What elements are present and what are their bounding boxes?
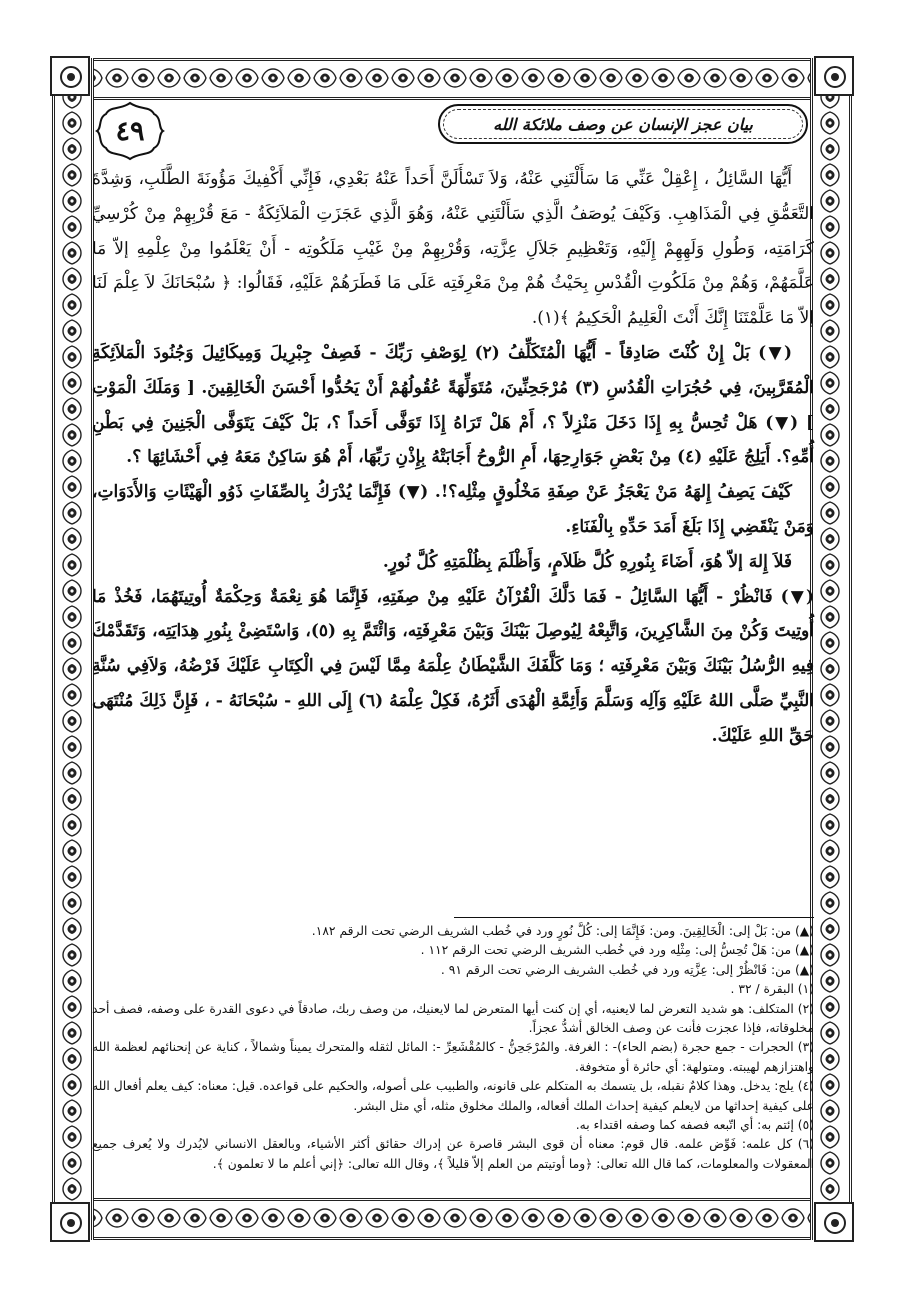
page-content <box>92 100 814 1228</box>
main-text <box>92 162 814 754</box>
footnotes <box>92 922 814 1174</box>
border-top-ornament-icon <box>52 58 852 100</box>
paragraph-describing-creator: كَيْفَ يَصِفُ إِلهَهُ مَنْ يَعْجَزُ عَنْ صِفَةِ مَخْلُوقٍ مِثْلِه؟!. (▼) فَإِنَّمَا يُدْرَكُ بِالصِّفَاتِ ذَوُو الْهَيْئَاتِ وَالأَدَوَاتِ، وَمَنْ يَنْقَضِي إِذَا بَلَغَ أَمَدَ حَدِّهِ بِالْفَنَاءِ. <box>92 482 814 537</box>
footnote-item: (٤) يلج: يدخل. وهذا كلامٌ نقبله، بل يتسمك به المتكلم على قانونه، والطبيب على أصوله، والحكيم على قواعده. قيل: معناه: كيف يعلم أفعال الله على كيفية إحداثها من لايعلم كيفية إحداث الملك أفعاله، والملك مخلوق مثله، أي مثل البشر. <box>92 1079 814 1113</box>
page-title: بيان عجز الإنسان عن وصف ملائكة الله <box>493 114 753 134</box>
running-header <box>438 104 808 144</box>
page-number-frame <box>94 100 166 162</box>
corner-ornament-icon <box>814 56 854 96</box>
border-left-ornament-icon <box>52 58 94 1240</box>
footnote-item: (٦) كل علمه: فَوِّض علمه. قال قوم: معناه أن قوى البشر قاصرة عن إدراك حقائق أكثر الأشياء، وبالعقل الانساني لايُدرك ولا يُعرف جميع المعقولات والمعلومات، كما قال الله تعالى: ﴿وما أوتيتم من العلم إلاّ قليلاً ﴾، وقال الله تعالى: ﴿إني أعلم ما لا تعلمون ﴾. <box>92 1137 814 1171</box>
footnote-divider <box>454 917 814 918</box>
paragraph-sermon-opening: أَيُّهَا السَّائِلُ ، إِعْقِلْ عَنِّي مَا سَأَلْتَنِي عَنْهُ، وَلاَ تَسْأَلَنَّ أَحَداً عَنْهُ بَعْدِي، فَإِنِّي أَكْفِيكَ مَؤُونَةَ الطَّلَبِ، وَشِدَّةَ التَّعَمُّقِ فِي الْمَذَاهِبِ. وَكَيْفَ يُوصَفُ الَّذِي سَأَلْتَنِي عَنْهُ، وَهُوَ الَّذِي عَجَزَتِ الْمَلاَئِكَةُ - مَعَ قُرْبِهِمْ مِنْ كُرْسِيِّ كَرَامَتِه، وَطُولِ وَلَهِهِمْ إِلَيْهِ، وَتَعْظِيمِ جَلاَلِ عِزَّتِه، وَقُرْبِهِمْ مِنْ غَيْبِ مَلَكُوتِه - أَنْ يَعْلَمُوا مِنْ عِلْمِهِ إلاّ مَا عَلَّمَهُمْ، وَهُمْ مِنْ مَلَكُوتِ الْقُدْسِ بِحَيْثُ هُمْ مِنْ مَعْرِفَتِه عَلَى مَا فَطَرَهُمْ عَلَيْهِ، فَقَالُوا: ﴿ سُبْحَانَكَ لاَ عِلْمَ لَنَا إلاّ مَا عَلَّمْتَنَا إِنَّكَ أَنْتَ الْعَلِيمُ الْحَكِيمُ ﴾(١). <box>92 169 814 329</box>
page-number: ٤٩ <box>115 115 145 147</box>
paragraph-light: فَلاَ إِلهَ إلاّ هُوَ، أَضَاءَ بِنُورِهِ كُلَّ ظَلاَمٍ، وَأَظْلَمَ بِظُلْمَتِهِ كُلَّ نُورٍ. <box>382 551 792 572</box>
footnote-item: (٢) المتكلف: هو شديد التعرض لما لايعنيه، أي إن كنت أيها المتعرض لما لايعنيك، من وصف ربك، صادقاً في دعوى القدرة على وصفه، فصف أحد مخلوقاته، فإذا عجزت فأنت عن وصف الخالق أشدُّ عجزاً. <box>92 1001 814 1036</box>
corner-ornament-icon <box>50 1202 90 1242</box>
footnote-item: (١) البقرة / ٣٢ . <box>730 982 814 997</box>
border-right-ornament-icon <box>810 58 852 1240</box>
footnote-item: (▲) من: بَلْ إلى: الْخَالِقِينَ. ومن: فَإِنَّمَا إلى: كُلَّ نُورٍ ورد في خُطب الشريف الرضي تحت الرقم ١٨٢. <box>311 924 814 938</box>
paragraph-angels: (▼) بَلْ إِنْ كُنْتَ صَادِقاً - أَيُّهَا الْمُتَكَلِّفُ (٢) لِوَصْفِ رَبِّكَ - فَصِفْ جِبْرِيلَ وَمِيكَائِيلَ وَجُنُودَ الْمَلاَئِكَةِ الْمُقَرَّبِينَ، فِي حُجُرَاتِ الْقُدُسِ (٣) مُرْجَحِنِّينَ، مُتَوَلِّهَةً عُقُولُهُمْ أَنْ يَحُدُّوا أَحْسَنَ الْخَالِقِينَ. [ وَمَلَكَ الْمَوْتِ ] (▼) هَلْ تُحِسُّ بِهِ إِذَا دَخَلَ مَنْزِلاً ؟، أَمْ هَلْ تَرَاهُ إِذَا تَوَفَّى أَحَداً ؟، بَلْ كَيْفَ يَتَوَفَّى الْجَنِينَ فِي بَطْنِ أُمِّهِ؟. أَيَلِجُ عَلَيْهِ (٤) مِنْ بَعْضِ جَوَارِحِهَا، أَمِ الرُّوحُ أَجَابَتْهُ بِإِذْنِ رَبِّهَا، أَمْ هُوَ سَاكِنٌ مَعَهُ فِي أَحْشَائِهَا ؟. <box>92 342 814 468</box>
footnote-item: (▲) من: فَانْظُرْ إلى: عِزَّتِه ورد في خُطب الشريف الرضي تحت الرقم ٩١ . <box>440 962 814 977</box>
footnote-item: (▲) من: هَلْ تُحِسُّ إلى: مِثْلِه ورد في خُطب الشريف الرضي تحت الرقم ١١٢ . <box>420 943 814 958</box>
footnote-item: (٥) إئتم به: أي اتّبعه فصفه كما وصفه اقتداء به. <box>575 1118 814 1133</box>
footnote-item: (٣) الحجرات - جمع حجرة (بضم الحاء)- : الغرفة. والمُرْجَحِنُّ - كالمُقْشَعِرِّ -: المائل لثقله والمتحرك يميناً وشمالاً ، كناية عن إنحنائهم لعظمة الله واهتزازهم لهيبته. ومتولهة: أي حائرة أو متخوفة. <box>92 1040 814 1074</box>
corner-ornament-icon <box>814 1202 854 1242</box>
corner-ornament-icon <box>50 56 90 96</box>
paragraph-quran-guidance: (▼) فَانْظُرْ - أَيُّهَا السَّائِلُ - فَمَا دَلَّكَ الْقُرْآنُ عَلَيْهِ مِنْ صِفَتِهِ، فَإِنَّمَا هُوَ نِعْمَةٌ وَحِكْمَةٌ أُوتِيتَهُمَا، فَخُذْ مَا أُوتِيتَ وَكُنْ مِنَ الشَّاكِرِينَ، وَاتَّبِعْهُ لِيُوصِلَ بَيْنَكَ وَبَيْنَ مَعْرِفَتِه، وَائْتَمَّ بِهِ (٥)، وَاسْتَضِئْ بِنُورِ هِدَايَتِه، وَتَقَدَّمْكَ فِيهِ الرُّسُلُ بَيْنَكَ وَبَيْنَ مَعْرِفَتِه ؛ وَمَا كَلَّفَكَ الشَّيْطَانُ عِلْمَهُ مِمَّا لَيْسَ فِي الْكِتَابِ عَلَيْكَ فَرْضُهُ، وَلاَفِي سُنَّةِ النَّبِيِّ صَلَّى اللهُ عَلَيْهِ وَآلِه وَسَلَّمَ وَأَئِمَّةِ الْهُدَى أَثَرُهُ، فَكِلْ عِلْمَهُ (٦) إِلَى اللهِ - سُبْحَانَهُ - ، فَإِنَّ ذَلِكَ مُنْتَهَى حَقِّ اللهِ عَلَيْكَ. <box>92 586 814 746</box>
